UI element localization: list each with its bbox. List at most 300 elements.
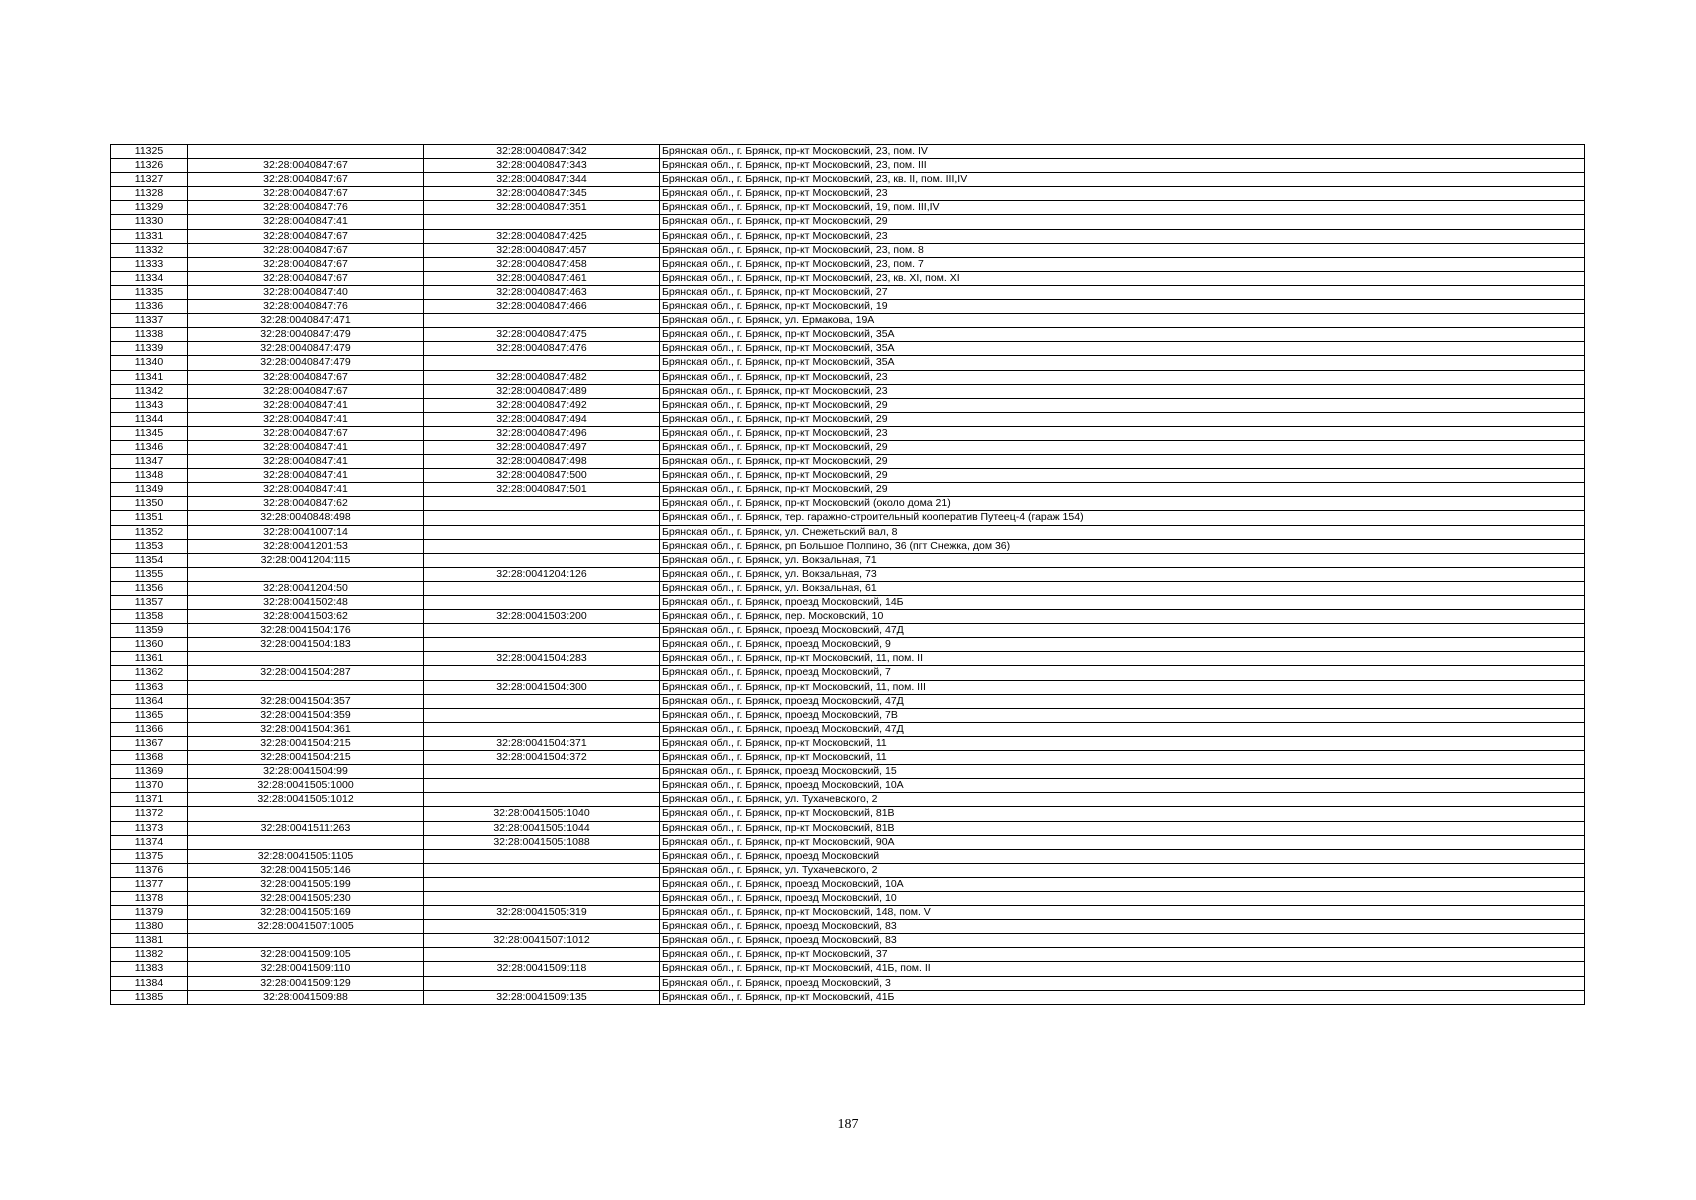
land-cadastral-number-cell: 32:28:0041504:359 [188, 708, 424, 722]
address-cell: Брянская обл., г. Брянск, тер. гаражно-строительный кооператив Путеец-4 (гараж 154) [660, 511, 1585, 525]
land-cadastral-number-cell: 32:28:0040847:41 [188, 440, 424, 454]
object-cadastral-number-cell [424, 920, 660, 934]
object-cadastral-number-cell [424, 539, 660, 553]
table-row [111, 455, 1585, 469]
table-row [111, 426, 1585, 440]
table-row [111, 638, 1585, 652]
row-number-cell: 11339 [111, 342, 188, 356]
land-cadastral-number-cell: 32:28:0040847:62 [188, 497, 424, 511]
object-cadastral-number-cell [424, 976, 660, 990]
address-cell: Брянская обл., г. Брянск, пр-кт Московский, 23, пом. 7 [660, 257, 1585, 271]
land-cadastral-number-cell: 32:28:0041504:99 [188, 765, 424, 779]
row-number-cell: 11332 [111, 243, 188, 257]
table-row [111, 708, 1585, 722]
object-cadastral-number-cell: 32:28:0041507:1012 [424, 934, 660, 948]
table-row [111, 722, 1585, 736]
table-row [111, 243, 1585, 257]
address-cell: Брянская обл., г. Брянск, ул. Вокзальная, 73 [660, 567, 1585, 581]
land-cadastral-number-cell: 32:28:0040847:67 [188, 229, 424, 243]
row-number-cell: 11352 [111, 525, 188, 539]
object-cadastral-number-cell: 32:28:0040847:344 [424, 173, 660, 187]
address-cell: Брянская обл., г. Брянск, проезд Московский, 83 [660, 920, 1585, 934]
address-cell: Брянская обл., г. Брянск, пр-кт Московский (около дома 21) [660, 497, 1585, 511]
address-cell: Брянская обл., г. Брянск, пр-кт Московский, 41Б [660, 990, 1585, 1004]
land-cadastral-number-cell: 32:28:0041504:361 [188, 722, 424, 736]
address-cell: Брянская обл., г. Брянск, пр-кт Московский, 23, кв. XI, пом. XI [660, 271, 1585, 285]
table-row [111, 384, 1585, 398]
table-row [111, 469, 1585, 483]
land-cadastral-number-cell: 32:28:0041509:88 [188, 990, 424, 1004]
land-cadastral-number-cell: 32:28:0040847:41 [188, 398, 424, 412]
land-cadastral-number-cell: 32:28:0040848:498 [188, 511, 424, 525]
address-cell: Брянская обл., г. Брянск, пр-кт Московский, 23 [660, 384, 1585, 398]
table-row [111, 962, 1585, 976]
object-cadastral-number-cell [424, 356, 660, 370]
row-number-cell: 11365 [111, 708, 188, 722]
address-cell: Брянская обл., г. Брянск, пр-кт Московский, 29 [660, 455, 1585, 469]
land-cadastral-number-cell: 32:28:0041505:230 [188, 891, 424, 905]
address-cell: Брянская обл., г. Брянск, проезд Московский, 47Д [660, 694, 1585, 708]
table-row [111, 863, 1585, 877]
object-cadastral-number-cell: 32:28:0040847:345 [424, 187, 660, 201]
land-cadastral-number-cell: 32:28:0040847:41 [188, 483, 424, 497]
address-cell: Брянская обл., г. Брянск, пр-кт Московский, 11 [660, 736, 1585, 750]
row-number-cell: 11337 [111, 314, 188, 328]
table-row [111, 342, 1585, 356]
address-cell: Брянская обл., г. Брянск, пр-кт Московский, 11, пом. II [660, 652, 1585, 666]
object-cadastral-number-cell: 32:28:0040847:343 [424, 159, 660, 173]
row-number-cell: 11371 [111, 793, 188, 807]
table-row [111, 610, 1585, 624]
object-cadastral-number-cell [424, 596, 660, 610]
land-cadastral-number-cell: 32:28:0041502:48 [188, 596, 424, 610]
address-cell: Брянская обл., г. Брянск, проезд Московский, 15 [660, 765, 1585, 779]
table-row [111, 285, 1585, 299]
table-row [111, 736, 1585, 750]
land-cadastral-number-cell [188, 145, 424, 159]
land-cadastral-number-cell: 32:28:0041509:129 [188, 976, 424, 990]
table-row [111, 553, 1585, 567]
address-cell: Брянская обл., г. Брянск, пер. Московский, 10 [660, 610, 1585, 624]
address-cell: Брянская обл., г. Брянск, ул. Ермакова, 19А [660, 314, 1585, 328]
address-cell: Брянская обл., г. Брянск, ул. Снежетьский вал, 8 [660, 525, 1585, 539]
address-cell: Брянская обл., г. Брянск, проезд Московский, 9 [660, 638, 1585, 652]
land-cadastral-number-cell: 32:28:0041201:53 [188, 539, 424, 553]
row-number-cell: 11331 [111, 229, 188, 243]
table-row [111, 976, 1585, 990]
object-cadastral-number-cell: 32:28:0040847:496 [424, 426, 660, 440]
land-cadastral-number-cell: 32:28:0041007:14 [188, 525, 424, 539]
object-cadastral-number-cell: 32:28:0040847:492 [424, 398, 660, 412]
object-cadastral-number-cell: 32:28:0040847:342 [424, 145, 660, 159]
address-cell: Брянская обл., г. Брянск, пр-кт Московский, 35А [660, 328, 1585, 342]
object-cadastral-number-cell [424, 708, 660, 722]
object-cadastral-number-cell: 32:28:0041505:1044 [424, 821, 660, 835]
row-number-cell: 11359 [111, 624, 188, 638]
address-cell: Брянская обл., г. Брянск, пр-кт Московский, 37 [660, 948, 1585, 962]
land-cadastral-number-cell: 32:28:0040847:41 [188, 215, 424, 229]
address-cell: Брянская обл., г. Брянск, пр-кт Московский, 29 [660, 215, 1585, 229]
table-row [111, 934, 1585, 948]
table-row [111, 807, 1585, 821]
table-row [111, 440, 1585, 454]
address-cell: Брянская обл., г. Брянск, пр-кт Московский, 23 [660, 229, 1585, 243]
row-number-cell: 11363 [111, 680, 188, 694]
land-cadastral-number-cell: 32:28:0041504:183 [188, 638, 424, 652]
row-number-cell: 11350 [111, 497, 188, 511]
row-number-cell: 11375 [111, 849, 188, 863]
address-cell: Брянская обл., г. Брянск, проезд Московский, 83 [660, 934, 1585, 948]
land-cadastral-number-cell: 32:28:0040847:479 [188, 342, 424, 356]
address-cell: Брянская обл., г. Брянск, проезд Московский [660, 849, 1585, 863]
table-row [111, 483, 1585, 497]
row-number-cell: 11376 [111, 863, 188, 877]
row-number-cell: 11369 [111, 765, 188, 779]
address-cell: Брянская обл., г. Брянск, проезд Московский, 10А [660, 877, 1585, 891]
address-cell: Брянская обл., г. Брянск, пр-кт Московский, 23, кв. II, пом. III,IV [660, 173, 1585, 187]
table-row [111, 652, 1585, 666]
row-number-cell: 11328 [111, 187, 188, 201]
object-cadastral-number-cell: 32:28:0041504:300 [424, 680, 660, 694]
row-number-cell: 11344 [111, 412, 188, 426]
table-row [111, 821, 1585, 835]
address-cell: Брянская обл., г. Брянск, проезд Московский, 10А [660, 779, 1585, 793]
row-number-cell: 11329 [111, 201, 188, 215]
table-body [111, 145, 1585, 1005]
row-number-cell: 11373 [111, 821, 188, 835]
table-row [111, 779, 1585, 793]
object-cadastral-number-cell [424, 779, 660, 793]
object-cadastral-number-cell: 32:28:0041504:283 [424, 652, 660, 666]
row-number-cell: 11340 [111, 356, 188, 370]
table-row [111, 624, 1585, 638]
table-row [111, 412, 1585, 426]
land-cadastral-number-cell: 32:28:0040847:479 [188, 328, 424, 342]
object-cadastral-number-cell: 32:28:0040847:500 [424, 469, 660, 483]
row-number-cell: 11362 [111, 666, 188, 680]
address-cell: Брянская обл., г. Брянск, пр-кт Московский, 148, пом. V [660, 906, 1585, 920]
table-row [111, 849, 1585, 863]
address-cell: Брянская обл., г. Брянск, проезд Московский, 14Б [660, 596, 1585, 610]
object-cadastral-number-cell: 32:28:0040847:497 [424, 440, 660, 454]
land-cadastral-number-cell: 32:28:0041504:215 [188, 736, 424, 750]
address-cell: Брянская обл., г. Брянск, пр-кт Московский, 19, пом. III,IV [660, 201, 1585, 215]
row-number-cell: 11372 [111, 807, 188, 821]
row-number-cell: 11342 [111, 384, 188, 398]
land-cadastral-number-cell: 32:28:0040847:67 [188, 243, 424, 257]
object-cadastral-number-cell: 32:28:0040847:498 [424, 455, 660, 469]
table-row [111, 511, 1585, 525]
row-number-cell: 11348 [111, 469, 188, 483]
object-cadastral-number-cell: 32:28:0040847:458 [424, 257, 660, 271]
row-number-cell: 11330 [111, 215, 188, 229]
row-number-cell: 11385 [111, 990, 188, 1004]
row-number-cell: 11343 [111, 398, 188, 412]
table-row [111, 793, 1585, 807]
object-cadastral-number-cell: 32:28:0040847:482 [424, 370, 660, 384]
address-cell: Брянская обл., г. Брянск, пр-кт Московский, 35А [660, 342, 1585, 356]
object-cadastral-number-cell [424, 722, 660, 736]
address-cell: Брянская обл., г. Брянск, пр-кт Московский, 11 [660, 751, 1585, 765]
land-cadastral-number-cell: 32:28:0041509:110 [188, 962, 424, 976]
table-row [111, 356, 1585, 370]
land-cadastral-number-cell: 32:28:0041204:50 [188, 581, 424, 595]
land-cadastral-number-cell [188, 567, 424, 581]
row-number-cell: 11380 [111, 920, 188, 934]
row-number-cell: 11370 [111, 779, 188, 793]
object-cadastral-number-cell: 32:28:0040847:457 [424, 243, 660, 257]
land-cadastral-number-cell: 32:28:0040847:67 [188, 257, 424, 271]
row-number-cell: 11355 [111, 567, 188, 581]
object-cadastral-number-cell: 32:28:0040847:351 [424, 201, 660, 215]
object-cadastral-number-cell: 32:28:0041503:200 [424, 610, 660, 624]
land-cadastral-number-cell: 32:28:0041503:62 [188, 610, 424, 624]
row-number-cell: 11360 [111, 638, 188, 652]
land-cadastral-number-cell: 32:28:0041504:287 [188, 666, 424, 680]
row-number-cell: 11327 [111, 173, 188, 187]
row-number-cell: 11361 [111, 652, 188, 666]
address-cell: Брянская обл., г. Брянск, ул. Тухачевского, 2 [660, 863, 1585, 877]
object-cadastral-number-cell [424, 877, 660, 891]
land-cadastral-number-cell [188, 807, 424, 821]
land-cadastral-number-cell: 32:28:0041204:115 [188, 553, 424, 567]
table-row [111, 539, 1585, 553]
table-row [111, 215, 1585, 229]
table-row [111, 314, 1585, 328]
table-row [111, 877, 1585, 891]
object-cadastral-number-cell: 32:28:0040847:494 [424, 412, 660, 426]
table-row [111, 920, 1585, 934]
row-number-cell: 11384 [111, 976, 188, 990]
land-cadastral-number-cell: 32:28:0041504:215 [188, 751, 424, 765]
row-number-cell: 11364 [111, 694, 188, 708]
row-number-cell: 11333 [111, 257, 188, 271]
land-cadastral-number-cell: 32:28:0041509:105 [188, 948, 424, 962]
row-number-cell: 11358 [111, 610, 188, 624]
address-cell: Брянская обл., г. Брянск, проезд Московский, 7В [660, 708, 1585, 722]
address-cell: Брянская обл., г. Брянск, рп Большое Полпино, 36 (пгт Снежка, дом 36) [660, 539, 1585, 553]
object-cadastral-number-cell: 32:28:0040847:425 [424, 229, 660, 243]
land-cadastral-number-cell: 32:28:0041511:263 [188, 821, 424, 835]
row-number-cell: 11334 [111, 271, 188, 285]
table-row [111, 328, 1585, 342]
land-cadastral-number-cell: 32:28:0040847:41 [188, 455, 424, 469]
land-cadastral-number-cell [188, 934, 424, 948]
table-row [111, 990, 1585, 1004]
object-cadastral-number-cell [424, 314, 660, 328]
land-cadastral-number-cell: 32:28:0040847:471 [188, 314, 424, 328]
object-cadastral-number-cell: 32:28:0040847:476 [424, 342, 660, 356]
table-row [111, 765, 1585, 779]
row-number-cell: 11357 [111, 596, 188, 610]
object-cadastral-number-cell: 32:28:0040847:466 [424, 300, 660, 314]
page-number: 187 [837, 1117, 859, 1132]
land-cadastral-number-cell: 32:28:0041505:199 [188, 877, 424, 891]
object-cadastral-number-cell [424, 849, 660, 863]
object-cadastral-number-cell [424, 793, 660, 807]
address-cell: Брянская обл., г. Брянск, пр-кт Московский, 23, пом. IV [660, 145, 1585, 159]
address-cell: Брянская обл., г. Брянск, пр-кт Московский, 23, пом. III [660, 159, 1585, 173]
land-cadastral-number-cell: 32:28:0040847:41 [188, 469, 424, 483]
row-number-cell: 11345 [111, 426, 188, 440]
land-cadastral-number-cell: 32:28:0040847:67 [188, 173, 424, 187]
row-number-cell: 11341 [111, 370, 188, 384]
row-number-cell: 11366 [111, 722, 188, 736]
object-cadastral-number-cell [424, 694, 660, 708]
row-number-cell: 11356 [111, 581, 188, 595]
table-row [111, 300, 1585, 314]
table-row [111, 145, 1585, 159]
object-cadastral-number-cell: 32:28:0040847:475 [424, 328, 660, 342]
land-cadastral-number-cell: 32:28:0040847:67 [188, 187, 424, 201]
address-cell: Брянская обл., г. Брянск, проезд Московский, 3 [660, 976, 1585, 990]
table-row [111, 835, 1585, 849]
object-cadastral-number-cell [424, 891, 660, 905]
table-row [111, 187, 1585, 201]
table-row [111, 398, 1585, 412]
row-number-cell: 11379 [111, 906, 188, 920]
land-cadastral-number-cell: 32:28:0041505:146 [188, 863, 424, 877]
table-row [111, 596, 1585, 610]
address-cell: Брянская обл., г. Брянск, пр-кт Московский, 23 [660, 370, 1585, 384]
object-cadastral-number-cell [424, 581, 660, 595]
address-cell: Брянская обл., г. Брянск, проезд Московский, 7 [660, 666, 1585, 680]
row-number-cell: 11349 [111, 483, 188, 497]
address-cell: Брянская обл., г. Брянск, ул. Вокзальная, 71 [660, 553, 1585, 567]
object-cadastral-number-cell: 32:28:0040847:489 [424, 384, 660, 398]
land-cadastral-number-cell: 32:28:0040847:67 [188, 159, 424, 173]
table-row [111, 370, 1585, 384]
object-cadastral-number-cell [424, 948, 660, 962]
land-cadastral-number-cell: 32:28:0040847:76 [188, 201, 424, 215]
row-number-cell: 11368 [111, 751, 188, 765]
address-cell: Брянская обл., г. Брянск, пр-кт Московский, 29 [660, 440, 1585, 454]
row-number-cell: 11326 [111, 159, 188, 173]
table-row [111, 948, 1585, 962]
object-cadastral-number-cell: 32:28:0041509:135 [424, 990, 660, 1004]
land-cadastral-number-cell: 32:28:0040847:479 [188, 356, 424, 370]
land-cadastral-number-cell: 32:28:0040847:41 [188, 412, 424, 426]
object-cadastral-number-cell: 32:28:0041504:372 [424, 751, 660, 765]
row-number-cell: 11381 [111, 934, 188, 948]
object-cadastral-number-cell: 32:28:0041505:1088 [424, 835, 660, 849]
object-cadastral-number-cell [424, 553, 660, 567]
row-number-cell: 11374 [111, 835, 188, 849]
object-cadastral-number-cell [424, 215, 660, 229]
land-cadastral-number-cell [188, 835, 424, 849]
row-number-cell: 11351 [111, 511, 188, 525]
row-number-cell: 11346 [111, 440, 188, 454]
table-row [111, 666, 1585, 680]
row-number-cell: 11353 [111, 539, 188, 553]
address-cell: Брянская обл., г. Брянск, пр-кт Московский, 23, пом. 8 [660, 243, 1585, 257]
table-row [111, 891, 1585, 905]
row-number-cell: 11383 [111, 962, 188, 976]
row-number-cell: 11382 [111, 948, 188, 962]
address-cell: Брянская обл., г. Брянск, пр-кт Московский, 29 [660, 398, 1585, 412]
address-cell: Брянская обл., г. Брянск, проезд Московский, 47Д [660, 624, 1585, 638]
land-cadastral-number-cell: 32:28:0041505:169 [188, 906, 424, 920]
address-cell: Брянская обл., г. Брянск, пр-кт Московский, 29 [660, 469, 1585, 483]
object-cadastral-number-cell: 32:28:0041505:1040 [424, 807, 660, 821]
table-row [111, 201, 1585, 215]
land-cadastral-number-cell: 32:28:0041504:176 [188, 624, 424, 638]
address-cell: Брянская обл., г. Брянск, пр-кт Московский, 81В [660, 821, 1585, 835]
row-number-cell: 11367 [111, 736, 188, 750]
row-number-cell: 11377 [111, 877, 188, 891]
address-cell: Брянская обл., г. Брянск, пр-кт Московский, 81В [660, 807, 1585, 821]
table-row [111, 159, 1585, 173]
table-row [111, 229, 1585, 243]
row-number-cell: 11335 [111, 285, 188, 299]
address-cell: Брянская обл., г. Брянск, пр-кт Московский, 23 [660, 187, 1585, 201]
table-row [111, 567, 1585, 581]
object-cadastral-number-cell: 32:28:0040847:501 [424, 483, 660, 497]
table-row [111, 173, 1585, 187]
address-cell: Брянская обл., г. Брянск, ул. Вокзальная, 61 [660, 581, 1585, 595]
land-cadastral-number-cell: 32:28:0041504:357 [188, 694, 424, 708]
table-row [111, 525, 1585, 539]
object-cadastral-number-cell [424, 638, 660, 652]
land-cadastral-number-cell: 32:28:0041507:1005 [188, 920, 424, 934]
address-cell: Брянская обл., г. Брянск, пр-кт Московский, 29 [660, 412, 1585, 426]
land-cadastral-number-cell: 32:28:0040847:67 [188, 370, 424, 384]
cadastral-table [110, 144, 1585, 1005]
object-cadastral-number-cell [424, 624, 660, 638]
object-cadastral-number-cell: 32:28:0041505:319 [424, 906, 660, 920]
table-row [111, 497, 1585, 511]
table-row [111, 271, 1585, 285]
land-cadastral-number-cell: 32:28:0040847:67 [188, 271, 424, 285]
object-cadastral-number-cell: 32:28:0041204:126 [424, 567, 660, 581]
land-cadastral-number-cell: 32:28:0040847:67 [188, 384, 424, 398]
object-cadastral-number-cell: 32:28:0041504:371 [424, 736, 660, 750]
row-number-cell: 11354 [111, 553, 188, 567]
address-cell: Брянская обл., г. Брянск, пр-кт Московский, 23 [660, 426, 1585, 440]
row-number-cell: 11336 [111, 300, 188, 314]
object-cadastral-number-cell: 32:28:0040847:461 [424, 271, 660, 285]
land-cadastral-number-cell: 32:28:0041505:1000 [188, 779, 424, 793]
row-number-cell: 11378 [111, 891, 188, 905]
object-cadastral-number-cell [424, 497, 660, 511]
address-cell: Брянская обл., г. Брянск, проезд Московский, 47Д [660, 722, 1585, 736]
object-cadastral-number-cell [424, 666, 660, 680]
row-number-cell: 11338 [111, 328, 188, 342]
address-cell: Брянская обл., г. Брянск, пр-кт Московский, 41Б, пом. II [660, 962, 1585, 976]
object-cadastral-number-cell [424, 511, 660, 525]
table-row [111, 751, 1585, 765]
address-cell: Брянская обл., г. Брянск, пр-кт Московский, 27 [660, 285, 1585, 299]
object-cadastral-number-cell [424, 863, 660, 877]
address-cell: Брянская обл., г. Брянск, пр-кт Московский, 35А [660, 356, 1585, 370]
table-row [111, 906, 1585, 920]
address-cell: Брянская обл., г. Брянск, проезд Московский, 10 [660, 891, 1585, 905]
object-cadastral-number-cell: 32:28:0041509:118 [424, 962, 660, 976]
land-cadastral-number-cell: 32:28:0040847:40 [188, 285, 424, 299]
table-row [111, 680, 1585, 694]
object-cadastral-number-cell [424, 765, 660, 779]
row-number-cell: 11347 [111, 455, 188, 469]
table-row [111, 581, 1585, 595]
address-cell: Брянская обл., г. Брянск, ул. Тухачевского, 2 [660, 793, 1585, 807]
object-cadastral-number-cell: 32:28:0040847:463 [424, 285, 660, 299]
table-row [111, 694, 1585, 708]
address-cell: Брянская обл., г. Брянск, пр-кт Московский, 90А [660, 835, 1585, 849]
address-cell: Брянская обл., г. Брянск, пр-кт Московский, 19 [660, 300, 1585, 314]
address-cell: Брянская обл., г. Брянск, пр-кт Московский, 29 [660, 483, 1585, 497]
land-cadastral-number-cell [188, 680, 424, 694]
table-row [111, 257, 1585, 271]
